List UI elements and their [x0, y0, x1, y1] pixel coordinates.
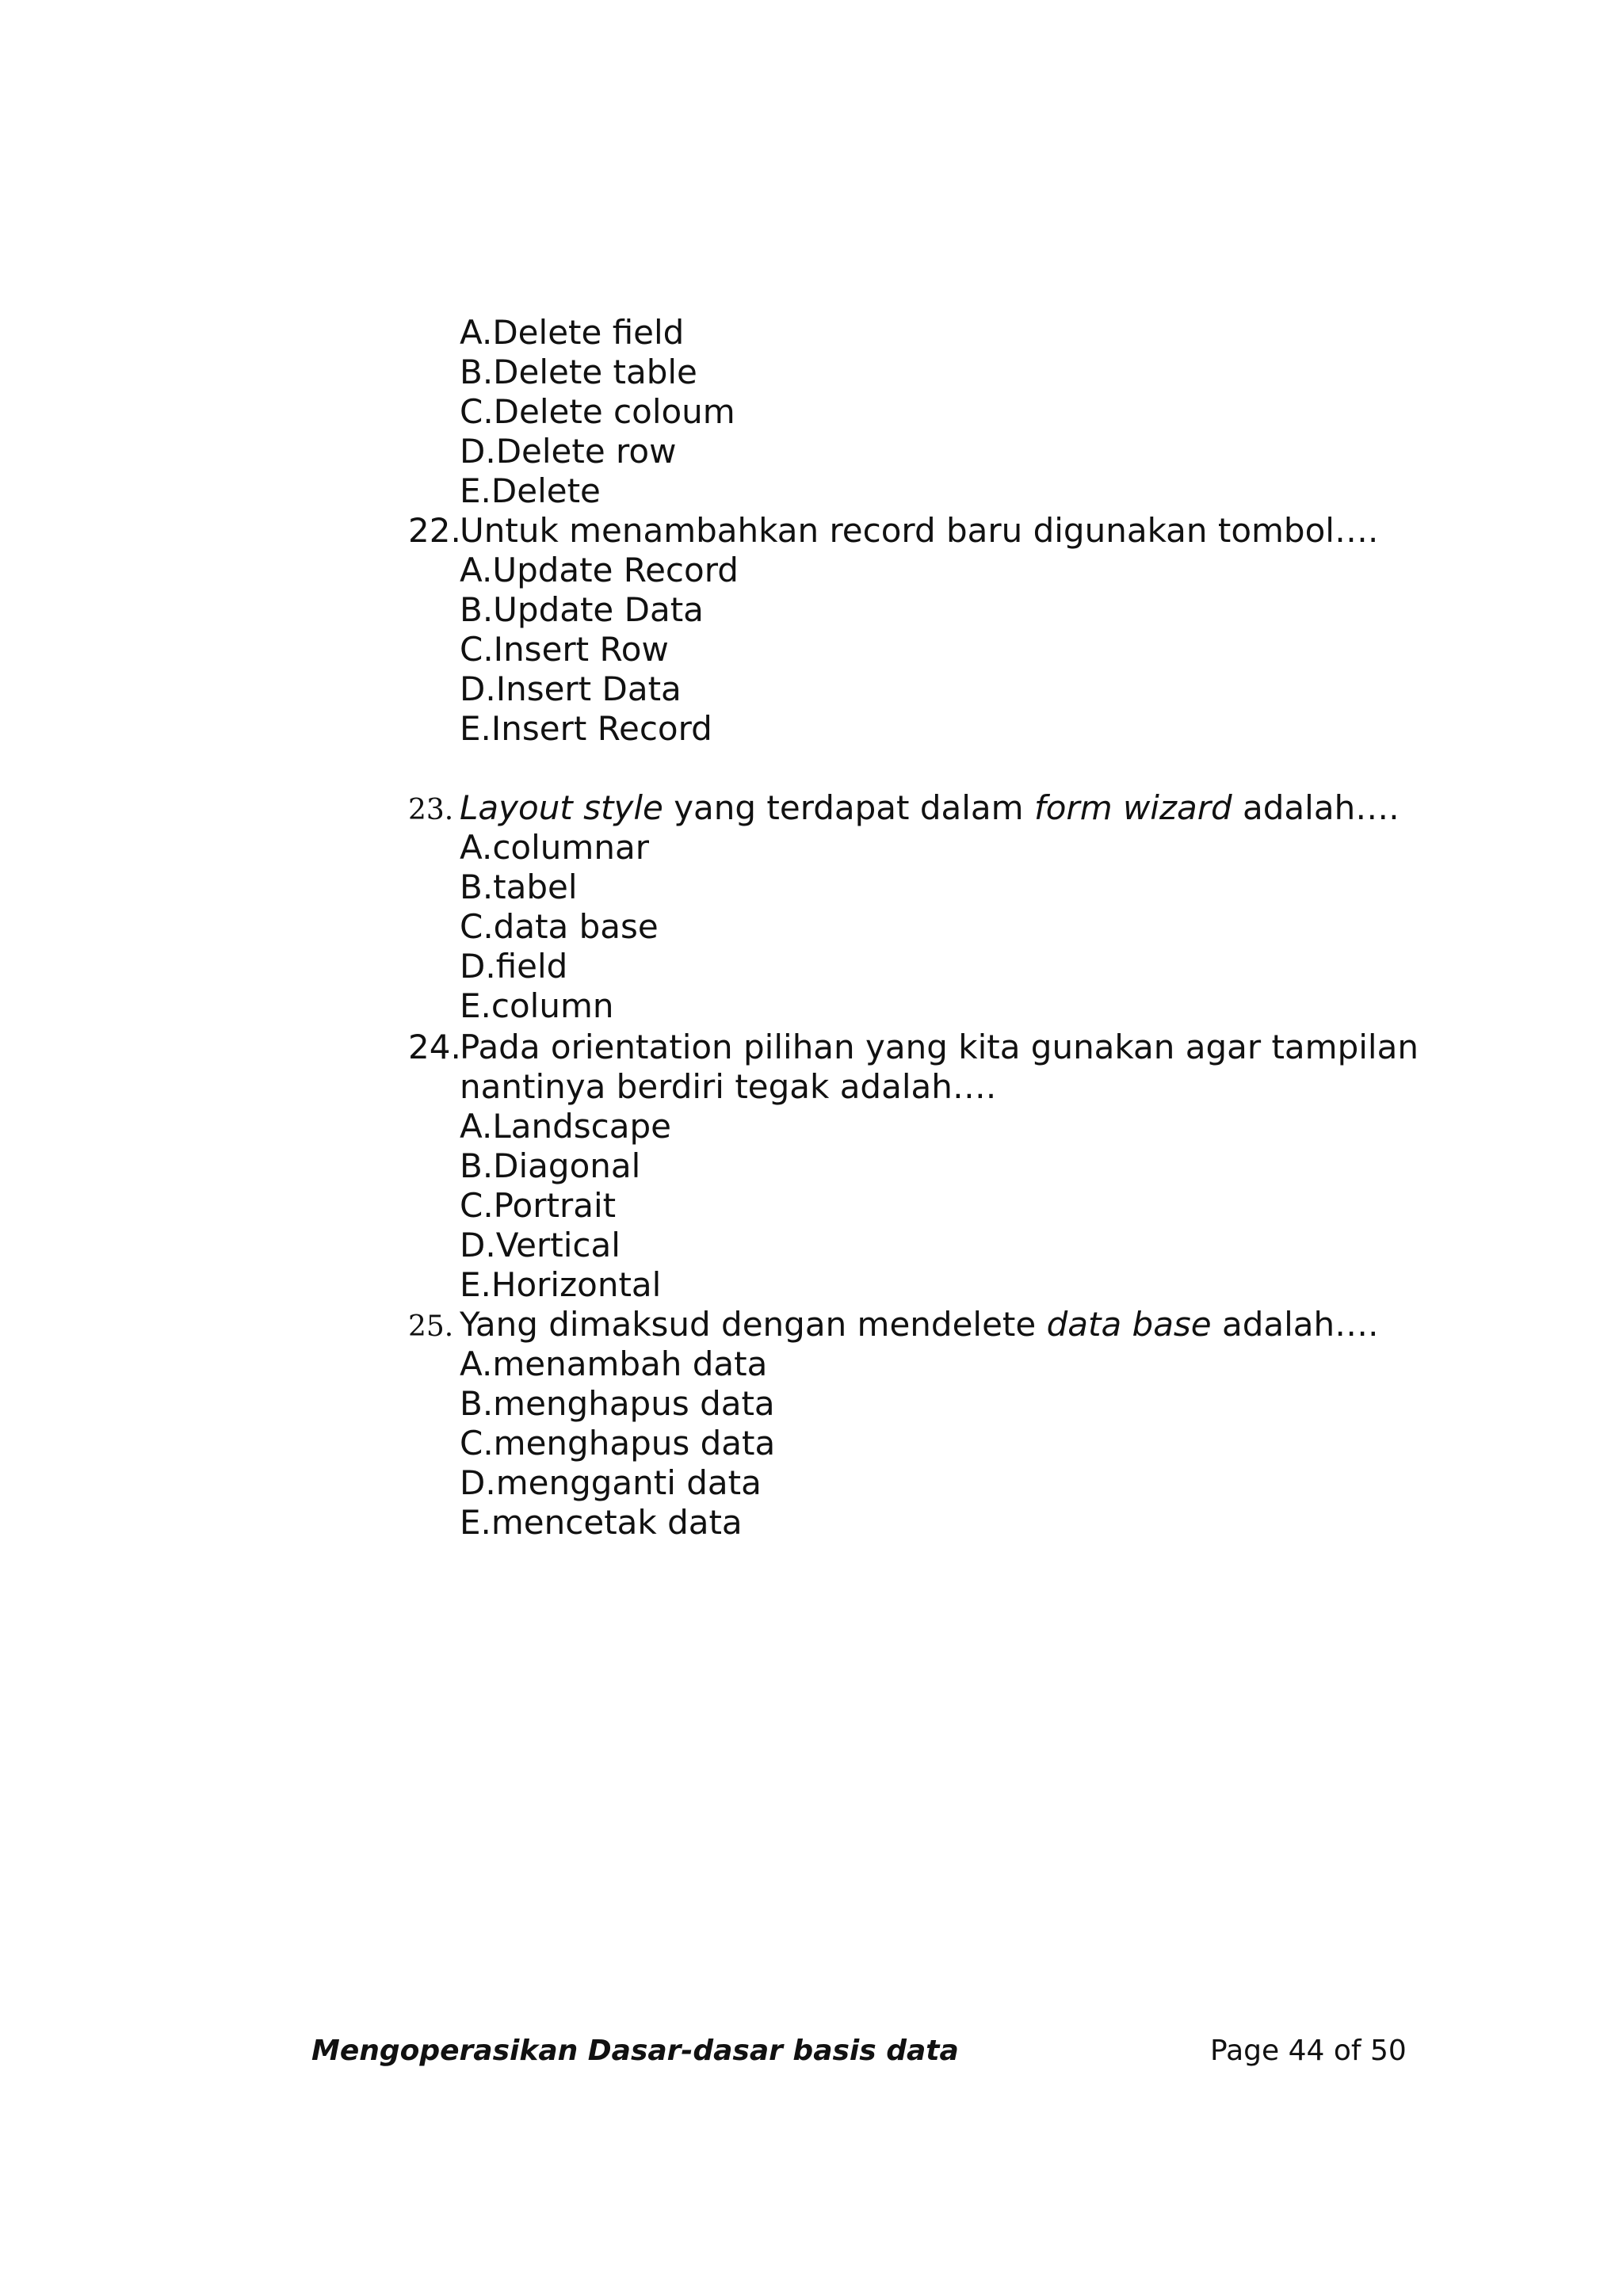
q25-question-italic-2: data base	[1046, 1305, 1212, 1344]
q22-option-b: B.Update Data	[460, 590, 704, 629]
q23-question-text-2: yang terdapat dalam	[663, 788, 1034, 827]
q23-option-c: C.data base	[460, 907, 659, 946]
q21-option-d: D.Delete row	[460, 432, 677, 471]
q23-option-a: A.columnar	[460, 828, 649, 867]
footer-page-number: Page 44 of 50	[1210, 2035, 1407, 2067]
q25-option-c: C.menghapus data	[460, 1424, 776, 1463]
q25-option-a: A.menambah data	[460, 1344, 768, 1383]
q23-question	[460, 788, 1400, 828]
q23-option-e: E.column	[460, 986, 614, 1025]
q23-number: 23.	[408, 794, 454, 826]
q25-question-text-1: Yang dimaksud dengan mendelete	[460, 1305, 1047, 1344]
q22-option-d: D.Insert Data	[460, 669, 682, 708]
q22-question: Untuk menambahkan record baru digunakan tombol….	[460, 511, 1379, 550]
q22-option-e: E.Insert Record	[460, 709, 712, 748]
q22-option-a: A.Update Record	[460, 551, 739, 589]
q25-option-d: D.mengganti data	[460, 1463, 762, 1502]
q24-question-line-2: nantinya berdiri tegak adalah….	[460, 1067, 997, 1106]
q21-option-b: B.Delete table	[460, 353, 697, 391]
q21-option-c: C.Delete coloum	[460, 392, 735, 431]
q21-option-e: E.Delete	[460, 471, 601, 510]
q23-question-italic-3: form wizard	[1033, 788, 1232, 827]
footer-title: Mengoperasikan Dasar-dasar basis data	[311, 2035, 959, 2067]
q22-option-c: C.Insert Row	[460, 630, 669, 669]
q24-option-c: C.Portrait	[460, 1186, 617, 1225]
q24-number: 24.	[408, 1028, 461, 1066]
q24-option-d: D.Vertical	[460, 1226, 621, 1264]
q23-option-d: D.field	[460, 947, 568, 986]
q24-option-a: A.Landscape	[460, 1107, 671, 1146]
q25-question	[460, 1305, 1379, 1344]
q25-question-text-3: adalah….	[1211, 1305, 1379, 1344]
q23-question-text-4: adalah….	[1232, 788, 1400, 827]
q25-number: 25.	[408, 1310, 454, 1343]
q21-option-a: A.Delete field	[460, 313, 685, 352]
q23-option-b: B.tabel	[460, 868, 578, 906]
q25-option-b: B.menghapus data	[460, 1384, 775, 1423]
q24-option-e: E.Horizontal	[460, 1265, 662, 1304]
q24-question-line-1: Pada orientation pilihan yang kita gunakan agar tampilan	[460, 1028, 1419, 1066]
q25-option-e: E.mencetak data	[460, 1503, 743, 1542]
q23-question-italic-1: Layout style	[460, 788, 663, 827]
q24-option-b: B.Diagonal	[460, 1146, 641, 1185]
q22-number: 22.	[408, 511, 461, 550]
